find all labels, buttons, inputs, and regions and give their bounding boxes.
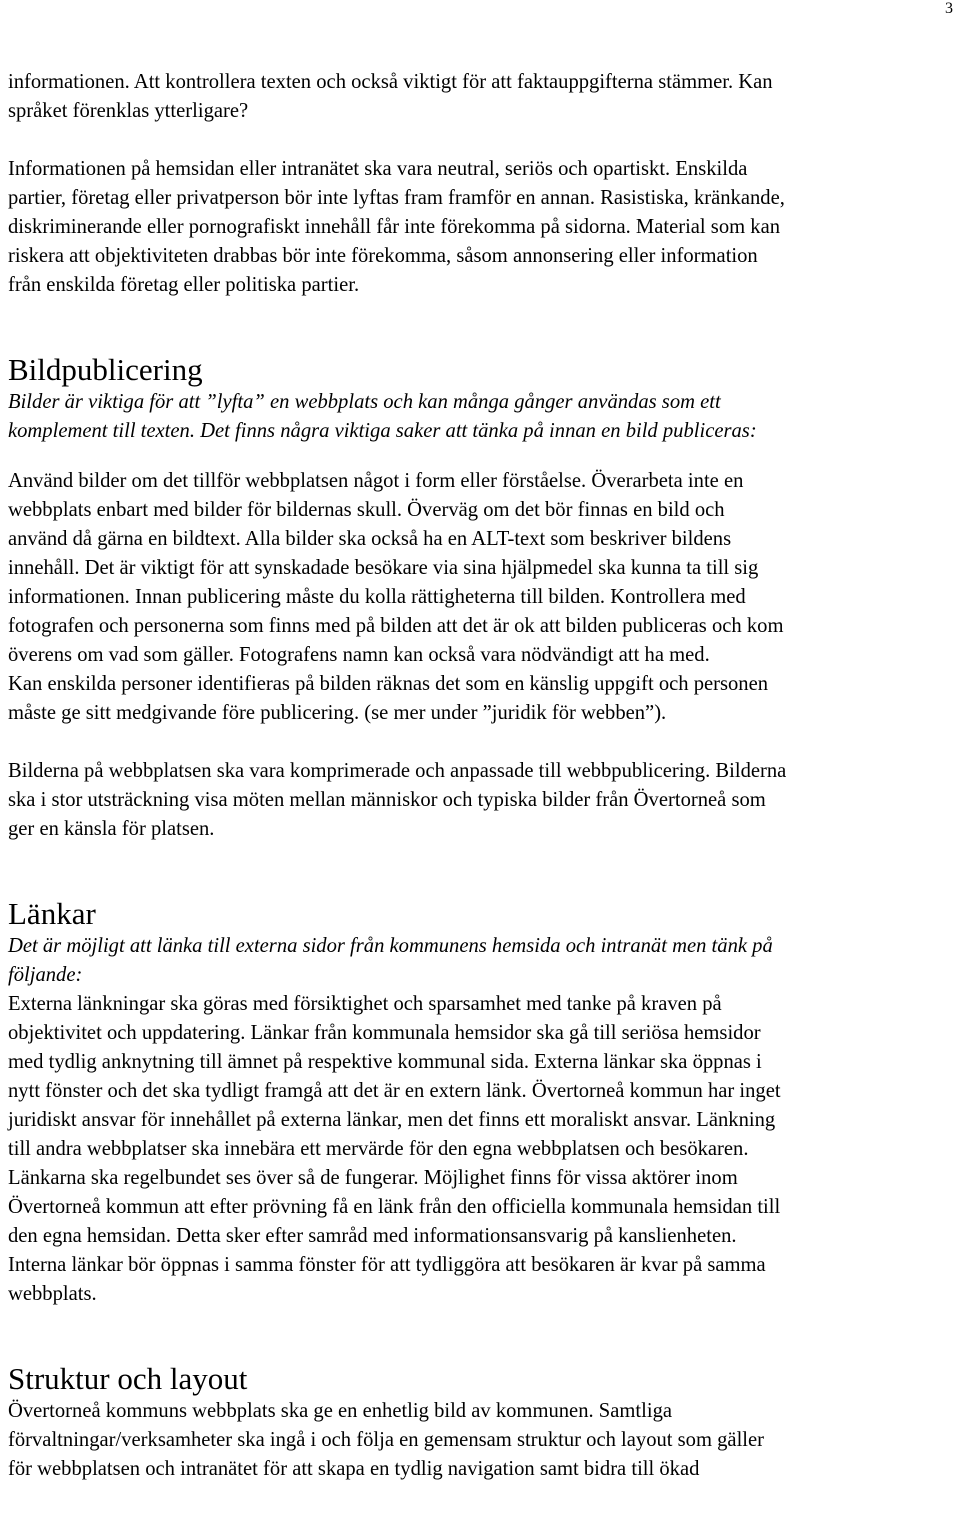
- bildpublicering-paragraph-1: Använd bilder om det tillför webbplatsen något i form eller förståelse. Överarbeta inte en webbplats enbart med bilder för bildernas skull. Överväg om det bör finnas en bild och använd då gärna en bildtext. Alla bilder ska också ha en ALT-text som beskriver bildens innehåll. Det är viktigt för att synskadade besökare via sina hjälpmedel ska kunna ta till sig informationen. Innan publicering måste du kolla rättigheterna till bilden. Kontrollera med fotografen och personerna som finns med på bilden att det är ok att bilden publiceras och kom överens om vad som gäller. Fotografens namn kan också vara nödvändigt att ha med. Kan enskilda personer identifieras på bilden räknas det som en känslig uppgift och personen måste ge sitt medgivande före publicering. (se mer under ”juridik för webben”).: [8, 470, 784, 724]
- section-heading-struktur: Struktur och layout: [8, 1361, 248, 1396]
- intro-paragraph-1: informationen. Att kontrollera texten och också viktigt för att faktauppgifterna stämmer. Kan språket förenklas ytterligare?: [8, 71, 773, 122]
- lankar-paragraph-1: Externa länkningar ska göras med försiktighet och sparsamhet med tanke på kraven på objektivitet och uppdatering. Länkar från kommunala hemsidor ska gå till seriösa hemsidor med tydlig anknytning till ämnet på respektive kommunal sida. Externa länkar ska öppnas i nytt fönster och det ska tydligt framgå att det är en extern länk. Övertorneå kommun har inget juridiskt ansvar för innehållet på externa länkar, men det finns ett moraliskt ansvar. Länkning till andra webbplatser ska innebära ett mervärde för den egna webbplatsen och besökaren. Länkarna ska regelbundet ses över så de fungerar. Möjlighet finns för vissa aktörer inom Övertorneå kommun att efter prövning få en länk från den officiella kommunala hemsidan till den egna hemsidan. Detta sker efter samråd med informationsansvarig på kanslienheten. Interna länkar bör öppnas i samma fönster för att tydliggöra att besökaren är kvar på samma webbplats.: [8, 993, 781, 1305]
- bildpublicering-paragraph-2: Bilderna på webbplatsen ska vara komprimerade och anpassade till webbpublicering. Bilderna ska i stor utsträckning visa möten mellan människor och typiska bilder från Övertorneå som ger en känsla för platsen.: [8, 760, 787, 840]
- page-number: 3: [945, 0, 953, 17]
- section-heading-lankar: Länkar: [8, 896, 96, 931]
- lankar-lead: Det är möjligt att länka till externa sidor från kommunens hemsida och intranät men tänk på följande:: [8, 935, 773, 986]
- struktur-paragraph-1: Övertorneå kommuns webbplats ska ge en enhetlig bild av kommunen. Samtliga förvaltningar/verksamheter ska ingå i och följa en gemensam struktur och layout som gäller för webbplatsen och intranätet för att skapa en tydlig navigation samt bidra till ökad: [8, 1400, 765, 1480]
- bildpublicering-lead: Bilder är viktiga för att ”lyfta” en webbplats och kan många gånger användas som ett komplement till texten. Det finns några viktiga saker att tänka på innan en bild publiceras:: [8, 391, 757, 442]
- section-heading-bildpublicering: Bildpublicering: [8, 352, 203, 387]
- intro-paragraph-2: Informationen på hemsidan eller intranätet ska vara neutral, seriös och opartiskt. Enskilda partier, företag eller privatperson bör inte lyftas fram framför en annan. Rasistiska, kränkande, diskriminerande eller pornografiskt innehåll får inte förekomma på sidorna. Material som kan riskera att objektiviteten drabbas bör inte förekomma, såsom annonsering eller information från enskilda företag eller politiska partier.: [8, 158, 785, 296]
- document-body: [8, 68, 954, 1484]
